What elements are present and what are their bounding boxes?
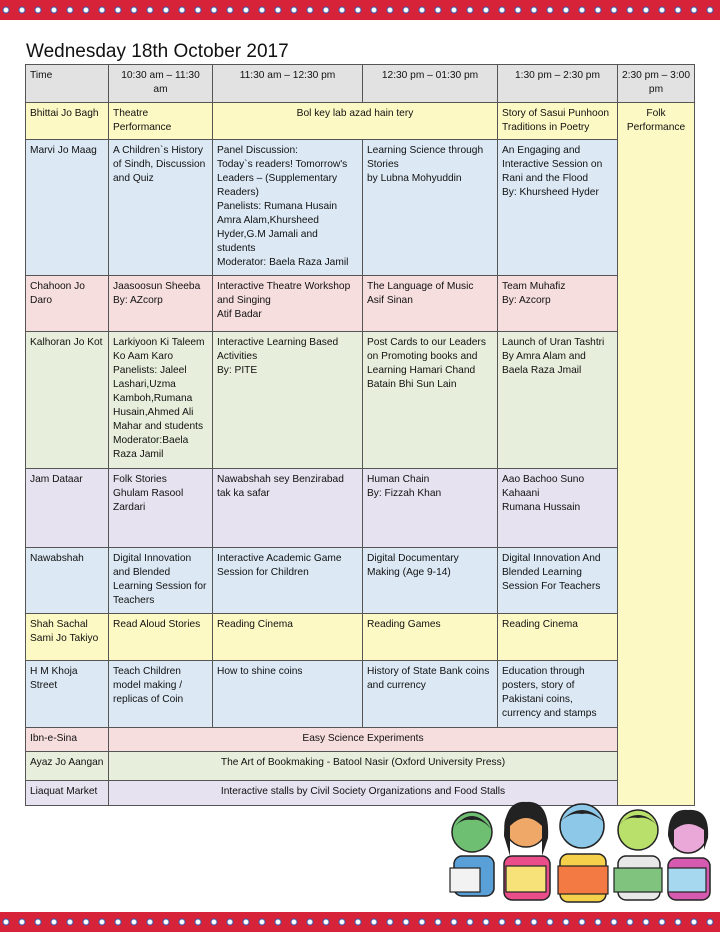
session-text: Human Chain [367,474,430,485]
session-text: by Lubna Mohyuddin [367,173,462,184]
table-row [26,469,695,548]
session-cell: Post Cards to our Leaders on Promoting books and Learning Hamari Chand Batain Bhi Sun Lain [363,332,498,469]
session-text: Panelists: Jaleel Lashari,Uzma Kamboh,Rumana Husain,Ahmed Ali Mahar and students [113,365,204,432]
table-row [26,752,695,781]
venue-cell: Liaquat Market [26,781,109,806]
table-row [26,728,695,752]
folk-performance-cell: Folk Performance [618,103,695,806]
session-cell: Nawabshah sey Benzirabad tak ka safar [213,469,363,548]
session-cell [363,140,498,276]
session-cell: How to shine coins [213,661,363,728]
table-row [26,332,695,469]
session-text: By: Azcorp [502,295,551,306]
session-cell: Theatre Performance [109,103,213,140]
table-row [26,103,695,140]
session-text: By: PITE [217,365,258,376]
session-text: Launch of Uran Tashtri [502,337,605,348]
decorative-bottom-border [0,912,720,932]
table-row [26,614,695,661]
session-text: Panel Discussion: [217,145,298,156]
header-row [26,65,695,103]
session-text: Panelists: Rumana Husain Amra Alam,Khursheed Hyder,G.M Jamali and students [217,201,338,254]
table-row [26,276,695,332]
venue-cell: Jam Dataar [26,469,109,548]
session-text: Rumana Hussain [502,502,581,513]
session-cell [213,140,363,276]
session-text: Asif Sinan [367,295,413,306]
session-text: Team Muhafiz [502,281,566,292]
session-cell: Story of Sasui Punhoon Traditions in Poetry [498,103,618,140]
session-text: Moderator: Baela Raza Jamil [217,257,349,268]
session-cell: Digital Innovation And Blended Learning Session For Teachers [498,548,618,614]
session-cell: A Children`s History of Sindh, Discussion and Quiz [109,140,213,276]
session-text: Jaasoosun Sheeba [113,281,201,292]
schedule-table [25,64,695,806]
page-title: Wednesday 18th October 2017 [26,41,289,62]
session-cell: Easy Science Experiments [109,728,618,752]
session-cell: Teach Children model making / replicas of Coin [109,661,213,728]
venue-cell: Marvi Jo Maag [26,140,109,276]
venue-cell: Bhittai Jo Bagh [26,103,109,140]
venue-cell: Ibn-e-Sina [26,728,109,752]
session-text: Moderator:Baela Raza Jamil [113,435,189,460]
decorative-top-border [0,0,720,20]
session-cell [213,332,363,469]
header-slot-1: 10:30 am – 11:30 am [109,65,213,103]
session-cell: Interactive Academic Game Session for Children [213,548,363,614]
session-text: An Engaging and Interactive Session on Rani and the Flood [502,145,603,184]
session-text: Ghulam Rasool Zardari [113,488,184,513]
session-cell: Digital Documentary Making (Age 9-14) [363,548,498,614]
session-cell [363,469,498,548]
session-text: Larkiyoon Ki Taleem Ko Aam Karo [113,337,205,362]
session-cell: Reading Cinema [213,614,363,661]
table-row [26,140,695,276]
session-cell: Reading Cinema [498,614,618,661]
session-text: Interactive Theatre Workshop and Singing [217,281,351,306]
session-text: Today`s readers! Tomorrow's Leaders – (Supplementary Readers) [217,159,348,198]
children-reading-icon [442,796,714,910]
session-text: Interactive Learning Based Activities [217,337,339,362]
session-text: By: Fizzah Khan [367,488,442,499]
session-cell: Education through posters, story of Pakistani coins, currency and stamps [498,661,618,728]
session-text: Atif Badar [217,309,262,320]
header-time: Time [26,65,109,103]
session-text: By: AZcorp [113,295,163,306]
header-slot-2: 11:30 am – 12:30 pm [213,65,363,103]
session-cell: The Art of Bookmaking - Batool Nasir (Oxford University Press) [109,752,618,781]
venue-cell: Kalhoran Jo Kot [26,332,109,469]
session-text: Folk Stories [113,474,167,485]
session-text: Aao Bachoo Suno Kahaani [502,474,585,499]
header-slot-4: 1:30 pm – 2:30 pm [498,65,618,103]
session-cell: History of State Bank coins and currency [363,661,498,728]
session-cell [498,332,618,469]
session-cell [498,469,618,548]
session-text: Learning Science through Stories [367,145,484,170]
header-slot-3: 12:30 pm – 01:30 pm [363,65,498,103]
venue-cell: Ayaz Jo Aangan [26,752,109,781]
session-cell: Reading Games [363,614,498,661]
session-text: By: Khursheed Hyder [502,187,599,198]
table-row [26,548,695,614]
session-cell: Read Aloud Stories [109,614,213,661]
venue-cell: Nawabshah [26,548,109,614]
session-text: By Amra Alam and Baela Raza Jmail [502,351,586,376]
session-cell [363,276,498,332]
session-cell: Digital Innovation and Blended Learning Session for Teachers [109,548,213,614]
session-cell [213,276,363,332]
venue-cell: Chahoon Jo Daro [26,276,109,332]
session-cell [109,469,213,548]
session-cell: Bol key lab azad hain tery [213,103,498,140]
session-cell [498,276,618,332]
session-cell: Interactive stalls by Civil Society Organizations and Food Stalls [109,781,618,806]
session-cell [109,276,213,332]
session-cell [109,332,213,469]
session-text: The Language of Music [367,281,474,292]
venue-cell: H M Khoja Street [26,661,109,728]
table-row [26,661,695,728]
header-slot-5: 2:30 pm – 3:00 pm [618,65,695,103]
session-cell [498,140,618,276]
venue-cell: Shah Sachal Sami Jo Takiyo [26,614,109,661]
